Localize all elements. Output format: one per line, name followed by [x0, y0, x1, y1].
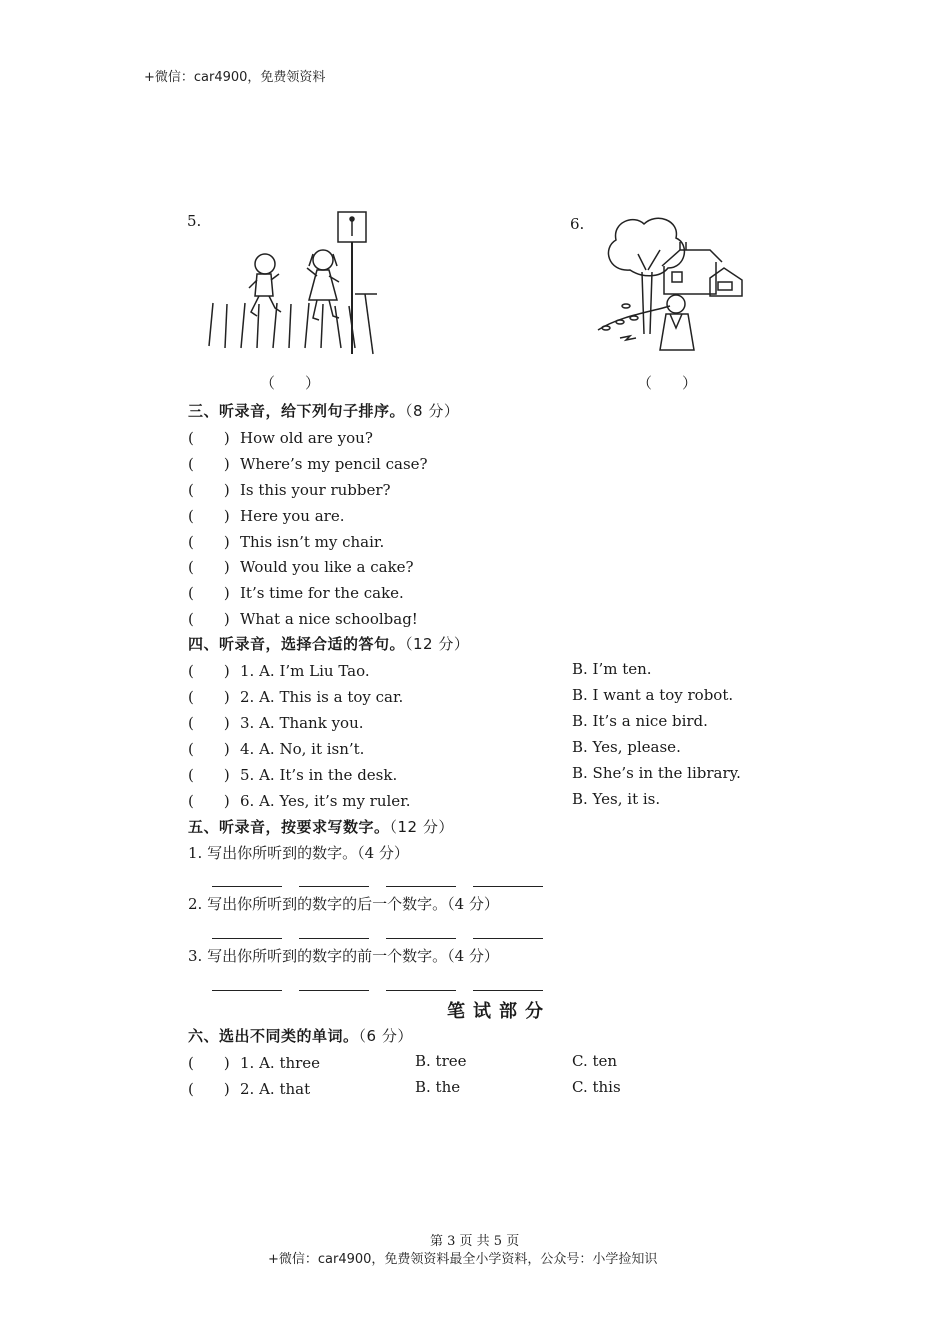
- section-4-item-6: [188, 790, 410, 811]
- tree-crown: [608, 218, 684, 275]
- option-a: 6. A. Yes, it’s my ruler.: [240, 792, 411, 810]
- written-part-title: 笔试部分: [447, 1001, 551, 1022]
- answer-blank[interactable]: [212, 886, 282, 887]
- answer-paren[interactable]: ( ): [188, 455, 230, 473]
- answer-paren[interactable]: ( ): [188, 688, 230, 706]
- section-5-question-2: 2. 写出你所听到的数字的后一个数字。（4 分）: [188, 895, 499, 913]
- option-a: 1. A. three: [240, 1054, 321, 1072]
- section-3-item-8: ( ) What a nice schoolbag!: [188, 610, 418, 628]
- section-6-item-2: [188, 1078, 310, 1099]
- section-3-item-1: ( ) How old are you?: [188, 429, 373, 447]
- section-3-item-6: ( ) Would you like a cake?: [188, 558, 414, 576]
- answer-blank[interactable]: [212, 990, 282, 991]
- answer-paren[interactable]: ( ): [188, 740, 230, 758]
- section-5-question-1: 1. 写出你所听到的数字。（4 分）: [188, 844, 409, 862]
- crosswalk-children-illustration: [205, 208, 385, 358]
- answer-blank[interactable]: [386, 938, 456, 939]
- answer-paren[interactable]: ( ): [188, 584, 230, 602]
- answer-blank[interactable]: [473, 990, 543, 991]
- option-a: 4. A. No, it isn’t.: [240, 740, 365, 758]
- option-a: 2. A. This is a toy car.: [240, 688, 404, 706]
- picture-6-number: 6.: [570, 215, 585, 233]
- answer-paren[interactable]: ( ): [188, 766, 230, 784]
- answer-paren[interactable]: ( ): [188, 558, 230, 576]
- section-3-item-5: ( ) This isn’t my chair.: [188, 533, 385, 551]
- answer-blank[interactable]: [386, 886, 456, 887]
- option-a: 1. A. I’m Liu Tao.: [240, 662, 370, 680]
- section-5-title: 五、听录音，按要求写数字。（12 分）: [188, 818, 454, 836]
- section-6-title: 六、选出不同类的单词。（6 分）: [188, 1027, 413, 1045]
- answer-blank[interactable]: [212, 938, 282, 939]
- answer-paren[interactable]: ( ): [188, 662, 230, 680]
- section-6-item-2-option-b: B. the: [415, 1078, 461, 1096]
- section-4-item-4-option-b: B. Yes, please.: [572, 738, 681, 756]
- section-4-title: 四、听录音，选择合适的答句。（12 分）: [188, 635, 470, 653]
- answer-paren[interactable]: ( ): [188, 610, 230, 628]
- answer-blank[interactable]: [386, 990, 456, 991]
- answer-blank[interactable]: [473, 938, 543, 939]
- section-4-item-6-option-b: B. Yes, it is.: [572, 790, 661, 808]
- tree-house-grandma-illustration: [590, 210, 750, 360]
- option-a: 5. A. It’s in the desk.: [240, 766, 398, 784]
- answer-paren[interactable]: ( ): [188, 1080, 230, 1098]
- section-4-item-1-option-b: B. I’m ten.: [572, 660, 652, 678]
- answer-paren[interactable]: ( ): [188, 533, 230, 551]
- section-3-item-7: ( ) It’s time for the cake.: [188, 584, 404, 602]
- answer-blank[interactable]: [473, 886, 543, 887]
- section-4-item-1: [188, 660, 370, 681]
- section-5-question-3: 3. 写出你所听到的数字的前一个数字。（4 分）: [188, 947, 499, 965]
- answer-blank[interactable]: [299, 938, 369, 939]
- picture-5-number: 5.: [187, 212, 202, 230]
- footer-watermark: +微信：car4900，免费领资料最全小学资料，公众号：小学捡知识: [268, 1252, 658, 1267]
- section-3-item-3: ( ) Is this your rubber?: [188, 481, 391, 499]
- section-3-item-2: ( ) Where’s my pencil case?: [188, 455, 428, 473]
- section-4-item-3: [188, 712, 364, 733]
- option-a: 2. A. that: [240, 1080, 311, 1098]
- answer-paren[interactable]: ( ): [188, 507, 230, 525]
- section-4-item-5: [188, 764, 397, 785]
- section-6-item-2-option-c: C. this: [572, 1078, 621, 1096]
- section-4-item-2-option-b: B. I want a toy robot.: [572, 686, 734, 704]
- answer-blank[interactable]: [299, 886, 369, 887]
- header-watermark: +微信：car4900，免费领资料: [144, 70, 326, 85]
- section-4-item-2: [188, 686, 403, 707]
- section-6-item-1-option-b: B. tree: [415, 1052, 467, 1070]
- picture-6-answer-paren[interactable]: （ ）: [637, 374, 698, 392]
- page-number: 第 3 页 共 5 页: [430, 1234, 520, 1249]
- section-3-title: 三、听录音，给下列句子排序。（8 分）: [188, 402, 460, 420]
- section-4-item-4: [188, 738, 364, 759]
- answer-paren[interactable]: ( ): [188, 429, 230, 447]
- answer-blank[interactable]: [299, 990, 369, 991]
- section-3-item-4: ( ) Here you are.: [188, 507, 345, 525]
- answer-paren[interactable]: ( ): [188, 792, 230, 810]
- option-a: 3. A. Thank you.: [240, 714, 364, 732]
- answer-paren[interactable]: ( ): [188, 481, 230, 499]
- section-4-item-5-option-b: B. She’s in the library.: [572, 764, 741, 782]
- section-6-item-1: [188, 1052, 320, 1073]
- answer-paren[interactable]: ( ): [188, 714, 230, 732]
- section-4-item-3-option-b: B. It’s a nice bird.: [572, 712, 708, 730]
- answer-paren[interactable]: ( ): [188, 1054, 230, 1072]
- section-6-item-1-option-c: C. ten: [572, 1052, 618, 1070]
- picture-5-answer-paren[interactable]: （ ）: [260, 374, 321, 392]
